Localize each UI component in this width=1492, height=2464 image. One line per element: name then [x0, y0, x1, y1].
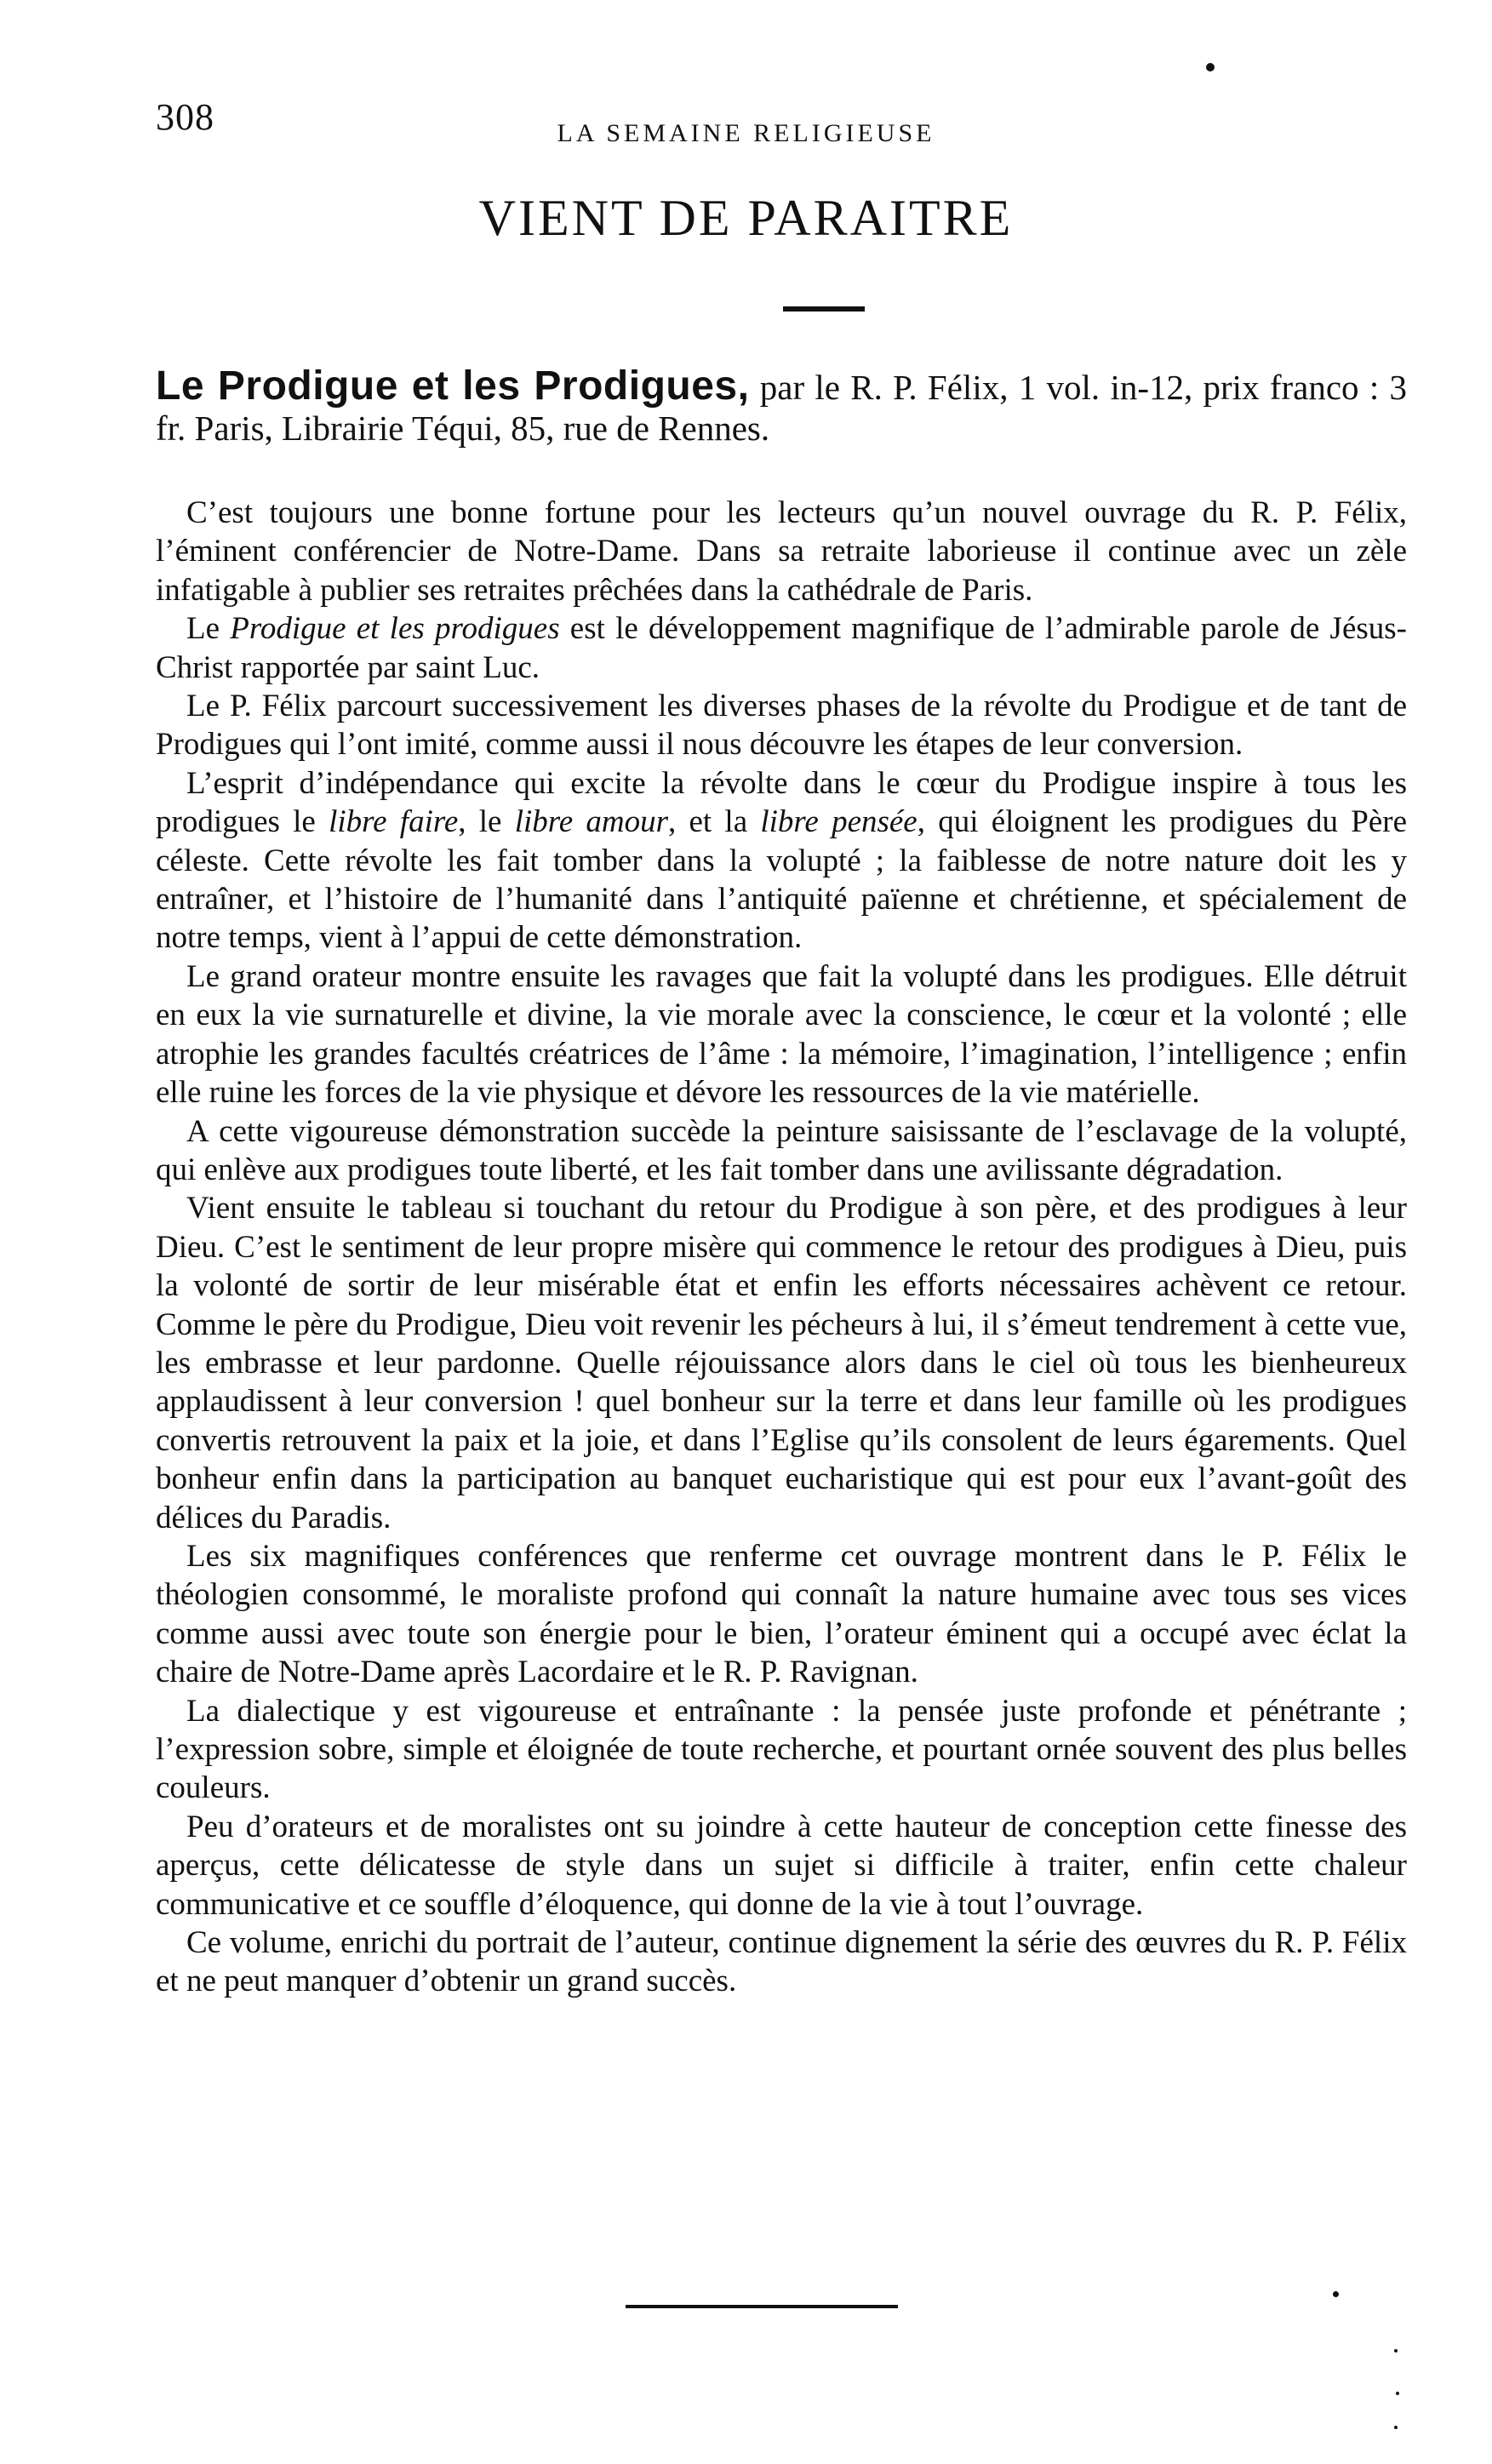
article-body — [156, 494, 1407, 2001]
italic-term: libre faire — [329, 804, 459, 840]
paragraph-text: C’est toujours une bonne fortune pour les lecteurs qu’un nouvel ouvrage du R. P. Félix, l’éminent conférencier de Notre-Dame. Dans sa retraite laborieuse il continue avec un zèle infatigable à publier ses retraites prêchées dans la cathédrale de Paris. — [156, 495, 1407, 608]
print-speck — [1394, 2426, 1398, 2429]
paragraph-text: , le — [458, 804, 515, 840]
paragraph-6 — [156, 1112, 1407, 1190]
italic-work-title: Prodigue et les prodigues — [230, 611, 560, 647]
book-title: Le Prodigue et les Prodigues, — [156, 363, 750, 409]
page-title: VIENT DE PARAITRE — [478, 190, 1014, 246]
paragraph-8 — [156, 1537, 1407, 1692]
print-speck — [1206, 63, 1215, 71]
print-speck — [1394, 2349, 1398, 2353]
paragraph-1 — [156, 494, 1407, 609]
paragraph-text: Vient ensuite le tableau si touchant du retour du Prodigue à son père, et des prodigues à leur Dieu. C’est le sentiment de leur propre misère qui commence le retour des prodigues à Dieu, puis la volonté de sortir de leur misérable état et enfin les efforts nécessaires achèvent ce retour. Comme le père du Prodigue, Dieu voit revenir les pécheurs à lui, il s’émeut tendrement à cette vue, les embrasse et leur pardonne. Quelle réjouissance alors dans le ciel où tous les bienheureux applaudissent à leur conversion ! quel bonheur sur la terre et dans leur famille où les prodigues convertis retrouvent la paix et la joie, et dans l’Eglise qu’ils consolent de leurs égarements. Quel bonheur enfin dans la participation au banquet eucharistique qui est pour eux l’avant-goût des délices du Paradis. — [156, 1191, 1407, 1535]
running-head: LA SEMAINE RELIGIEUSE — [557, 119, 935, 147]
print-speck — [1396, 2392, 1399, 2395]
paragraph-text: , qui éloignent les prodigues du Père céleste. Cette révolte les fait tomber dans la volupté ; la faiblesse de notre nature doit les y entraîner, et l’histoire de l’humanité dans l’antiquité païenne et chrétienne, et spécialement de notre temps, vient à l’appui de cette démonstration. — [156, 804, 1408, 956]
paragraph-text: Le grand orateur montre ensuite les ravages que fait la volupté dans les prodigues. Elle détruit en eux la vie surnaturelle et divine, la vie morale avec la conscience, le cœur et la volonté ; elle atrophie les grandes facultés créatrices de l’âme : la mémoire, l’imagination, l’intelligence ; enfin elle ruine les forces de la vie physique et dévore les ressources de la vie matérielle. — [156, 958, 1407, 1111]
italic-term: libre amour — [514, 804, 669, 840]
title-rule — [783, 306, 865, 312]
paragraph-11 — [156, 1924, 1407, 2001]
closing-rule — [626, 2305, 898, 2308]
italic-term: libre pensée — [760, 804, 917, 840]
paragraph-text: est le développement magnifique de l’admirable parole de Jésus-Christ rapportée par saint Luc. — [156, 611, 1407, 685]
paragraph-4 — [156, 764, 1407, 958]
paragraph-7 — [156, 1189, 1407, 1537]
paragraph-text: Ce volume, enrichi du portrait de l’auteur, continue dignement la série des œuvres du R. P. Félix et ne peut manquer d’obtenir un grand succès. — [156, 1925, 1407, 1999]
book-details: par le R. P. Félix, 1 vol. in-12, prix franco : 3 fr. Paris, Librairie Téqui, 85, rue de Rennes. — [156, 368, 1408, 448]
paragraph-text: Le P. Félix parcourt successivement les diverses phases de la révolte du Prodigue et de tant de Prodigues qui l’ont imité, comme aussi il nous découvre les étapes de leur conversion. — [156, 689, 1407, 763]
paragraph-9 — [156, 1692, 1407, 1808]
paragraph-5 — [156, 958, 1407, 1112]
book-entry — [156, 363, 1408, 449]
paragraph-text: L’esprit d’indépendance qui excite la révolte dans le cœur du Prodigue inspire à tous les prodigues le — [156, 765, 1407, 840]
paragraph-3 — [156, 687, 1407, 764]
paragraph-text: Peu d’orateurs et de moralistes ont su joindre à cette hauteur de conception cette finesse des aperçus, cette délicatesse de style dans un sujet si difficile à traiter, enfin cette chaleur communicative et ce souffle d’éloquence, qui donne de la vie à tout l’ouvrage. — [156, 1809, 1407, 1922]
paragraph-10 — [156, 1808, 1407, 1924]
page-number: 308 — [156, 96, 214, 138]
paragraph-text: A cette vigoureuse démonstration succède la peinture saisissante de l’esclavage de la volupté, qui enlève aux prodigues toute liberté, et les fait tomber dans une avilissante dégradation. — [156, 1113, 1407, 1187]
print-speck — [1333, 2291, 1339, 2297]
paragraph-text: Le — [186, 611, 231, 647]
paragraph-text: La dialectique y est vigoureuse et entraînante : la pensée juste profonde et pénétrante ; l’expression sobre, simple et éloignée de toute recherche, et pourtant ornée souvent des plus belles couleurs. — [156, 1693, 1407, 1806]
paragraph-2 — [156, 609, 1407, 687]
paragraph-text: Les six magnifiques conférences que renferme cet ouvrage montrent dans le P. Félix le théologien consommé, le moraliste profond qui connaît la nature humaine avec tous ses vices comme aussi avec toute son énergie pour le bien, l’orateur éminent qui a occupé avec éclat la chaire de Notre-Dame après Lacordaire et le R. P. Ravignan. — [156, 1538, 1407, 1690]
paragraph-text: , et la — [668, 804, 761, 840]
